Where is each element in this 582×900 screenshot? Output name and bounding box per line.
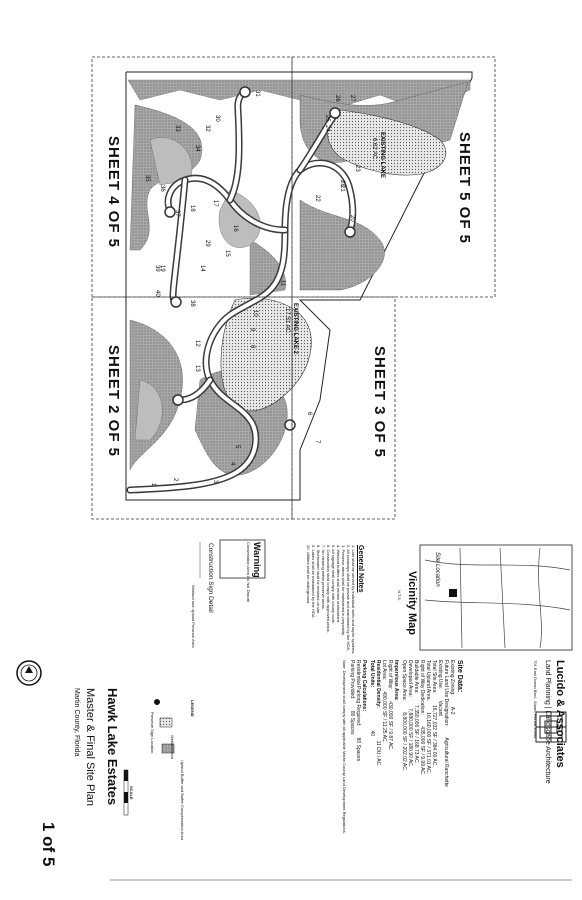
lot-number: 27 <box>349 95 355 102</box>
general-note-line: 7. No clearing within preserve areas. <box>321 545 326 610</box>
site-data-row-label: Buildable Area: <box>413 660 419 694</box>
lot-number: 12 <box>194 340 200 347</box>
general-note-line: 3. Preserve areas shall be maintained in perpetuity. <box>341 545 346 636</box>
vicinity-nts: N.T.S. <box>397 590 402 601</box>
lot-number: 1 <box>150 483 156 487</box>
sheet-5-label: SHEET 5 OF 5 <box>456 132 473 245</box>
lot-number: 36 <box>159 185 165 192</box>
north-arrow <box>17 661 41 685</box>
lot-number: 37 <box>174 210 180 217</box>
lake-1-area: 6.62 AC. <box>371 138 377 162</box>
parking-row <box>355 660 361 880</box>
vicinity-map-frame <box>420 545 572 650</box>
parking-rows <box>349 660 361 880</box>
legend-item-wetland: Wetland Area <box>170 735 175 759</box>
impervious-rows <box>381 660 393 880</box>
lot-number: 23 <box>354 165 360 172</box>
lot-number: 18 <box>189 205 195 212</box>
project-title: Hawk Lake Estates <box>105 688 120 806</box>
lot-number: 16 <box>232 225 238 232</box>
vicinity-site-marker <box>449 589 457 597</box>
lot-number: 33 <box>174 125 180 132</box>
site-data-row <box>431 660 437 880</box>
sheet-3-label: SHEET 3 OF 5 <box>371 346 388 459</box>
lot-number: 3 <box>212 480 218 484</box>
scale-bar <box>124 770 128 815</box>
parking-row-label: Parking Provided: <box>349 660 355 700</box>
site-data-row-label: Total Upland Area: <box>425 660 431 701</box>
site-data-row-label: Existing Zoning: <box>449 660 455 696</box>
impervious-row <box>387 660 393 880</box>
lot-number: 32 <box>204 125 210 132</box>
parking-row-label: Residential Parking Required: <box>355 660 361 727</box>
lot-number: 34 <box>194 145 200 152</box>
site-data-row-value: Vacant <box>437 699 443 716</box>
county-name: Martin County, Florida <box>73 688 80 757</box>
lot-number: 6 <box>306 412 312 416</box>
lot-number: 7 <box>314 440 320 444</box>
lot-number: 15 <box>224 250 230 257</box>
site-data-row-label: Open Space Area: <box>401 660 407 701</box>
site-data-row-value: 7,350,000 SF / 168.73 AC. <box>413 703 419 764</box>
general-notes <box>306 545 364 654</box>
site-data-row-label: Total Site Area: <box>431 660 437 694</box>
lot-number: 25 <box>324 115 330 122</box>
site-data-row-value: Agricultural Ranchette <box>443 736 449 787</box>
parking-row <box>349 660 355 880</box>
impervious-row-label: Right of Way: <box>387 660 393 690</box>
lot-number: 39 <box>154 265 160 272</box>
sheet-number: 1 of 5 <box>39 822 58 867</box>
lot-number: 40 <box>154 290 160 297</box>
general-notes-title: General Notes <box>357 545 364 593</box>
lot-number: 31 <box>254 90 260 97</box>
general-note-line: 10. Utilities shall be underground. <box>306 545 311 605</box>
site-data-row <box>419 660 425 880</box>
site-data-row <box>425 660 431 880</box>
site-data-row <box>401 660 407 880</box>
units-value: 40 <box>369 730 375 737</box>
legend-item-sign: Preserve Sign Location <box>150 712 155 754</box>
lot-number: 19 <box>159 265 165 272</box>
plan-title: Master & Final Site Plan <box>84 688 96 806</box>
site-data-row-label: Right of Way Dedication: <box>419 660 425 715</box>
lot-number: 24 <box>324 125 330 132</box>
site-data-row-value: 16,727,032 SF / 384.00 AC. <box>431 703 437 767</box>
impervious-row-value: 430,000 SF / 9.87 AC. <box>387 699 393 751</box>
lot-number: 29 <box>204 240 210 247</box>
firm-name: Lucido & Associates <box>554 660 566 768</box>
lot-number: 35 <box>144 175 150 182</box>
site-data-row-value: 8,800,000 SF / 202.02 AC. <box>401 710 407 772</box>
lot-number: 21 <box>339 185 345 192</box>
lake-1-name: EXISTING LAKE <box>379 132 385 179</box>
lot-number: 13 <box>194 365 200 372</box>
site-data-row-label: Future Land Use Designation: <box>443 660 449 727</box>
firm-address: 701 East Ocean Blvd., Stuart, Florida 34994 <box>533 660 538 739</box>
lot-number: 10 <box>252 310 258 317</box>
vicinity-site-label: Site Location <box>434 552 440 587</box>
parking-row-value: 80 Spaces <box>349 709 355 735</box>
site-data-row-label: Existing Use: <box>437 660 443 690</box>
general-notes-list <box>306 545 356 654</box>
general-note-line: 8. Stormwater shall be retained on site. <box>316 545 321 615</box>
site-data-row-value: A-2 <box>449 705 455 715</box>
site-data-row-value: 435,000 SF / 9.99 AC. <box>419 724 425 776</box>
legend-swatch-wetland <box>160 718 172 727</box>
site-data-heading: Site Data: <box>456 660 463 693</box>
lot-number: 20 <box>349 215 355 222</box>
units-heading: Total Units: <box>369 660 375 688</box>
warning-sign-title: Warning <box>252 542 262 578</box>
parking-row-value: 80 Spaces <box>355 736 361 762</box>
legend-title: LEGEND <box>190 700 195 717</box>
site-data-rows <box>401 660 455 880</box>
lot-number: 38 <box>189 300 195 307</box>
sheet-2-label: SHEET 2 OF 5 <box>105 345 122 458</box>
impervious-row <box>381 660 387 880</box>
vicinity-map-title: Vicinity Map <box>406 571 418 635</box>
site-data-row-value: 7,880,000 SF / 180.90 AC. <box>407 706 413 768</box>
density-heading: Residential Density: <box>375 660 381 708</box>
lot-number: 9 <box>249 328 255 332</box>
site-data-row <box>449 660 455 880</box>
impervious-row-value: 490,000 SF / 11.25 AC. <box>381 690 387 744</box>
warning-sign-text: Conservation Area Do Not Disturb <box>246 542 251 603</box>
scale-label: SCALE <box>129 786 134 800</box>
lot-number: 30 <box>214 115 220 122</box>
firm-subtitle: Land Planning | Landscape Architecture <box>544 660 551 784</box>
vicinity-roads <box>425 548 570 648</box>
density-row <box>375 660 381 880</box>
impervious-heading: Impervious Area: <box>393 660 399 701</box>
lot-number: 2 <box>172 478 178 482</box>
lot-number: 11 <box>279 280 285 287</box>
lot-number: 5 <box>234 445 240 449</box>
general-note-line: 9. Lakes shall be maintained by the HOA. <box>311 545 316 619</box>
site-data <box>342 660 464 880</box>
general-note-line: 5. All signage shall comply with county code. <box>331 545 336 624</box>
legend-item-buffer: Upland Buffer and Buffer Compensation Area <box>180 760 185 841</box>
lake-2-area: 17.51 AC. <box>284 308 290 335</box>
density-value: .11 DU / AC. <box>375 739 381 767</box>
site-data-row-label: Developed Area: <box>407 660 413 697</box>
site-data-row <box>407 660 413 880</box>
legend-sign-symbol <box>154 699 160 705</box>
lot-number: 4 <box>229 462 235 466</box>
construction-sign-detail-title: Construction Sign Detail <box>207 543 214 613</box>
site-data-row <box>443 660 449 880</box>
sheet-4-label: SHEET 4 OF 5 <box>105 136 122 249</box>
lot-number: 8 <box>249 345 255 349</box>
lot-number: 14 <box>199 265 205 272</box>
impervious-row-label: Lot Area: <box>381 660 387 681</box>
lot-number: 28 <box>339 180 345 187</box>
lake-2-name: EXISTING LAKE 2 <box>292 303 298 355</box>
units-row <box>369 660 375 880</box>
general-note-line: 1. Lots shall be served by individual wells and septic systems. <box>351 545 356 655</box>
general-note-line: 6. Construction shall comply with approved plans. <box>326 545 331 633</box>
lot-number: 26 <box>334 95 340 102</box>
site-data-note: Note: Development shall comply with all applicable Martin County Land Development Regulations. <box>342 660 347 834</box>
site-data-row-value: 16,160,000 SF / 371.01 AC. <box>425 710 431 774</box>
parking-heading: Parking Calculations: <box>361 660 367 712</box>
sign-side-note: Wetland and Upland Preserve Area <box>191 585 196 648</box>
general-note-line: 4. Wetland buffers shall remain undisturbed. <box>336 545 341 624</box>
lot-number: 17 <box>212 200 218 207</box>
general-note-line: 2. All roadways shall be private and maintained by the HOA. <box>346 545 351 652</box>
lot-number: 22 <box>314 195 320 202</box>
